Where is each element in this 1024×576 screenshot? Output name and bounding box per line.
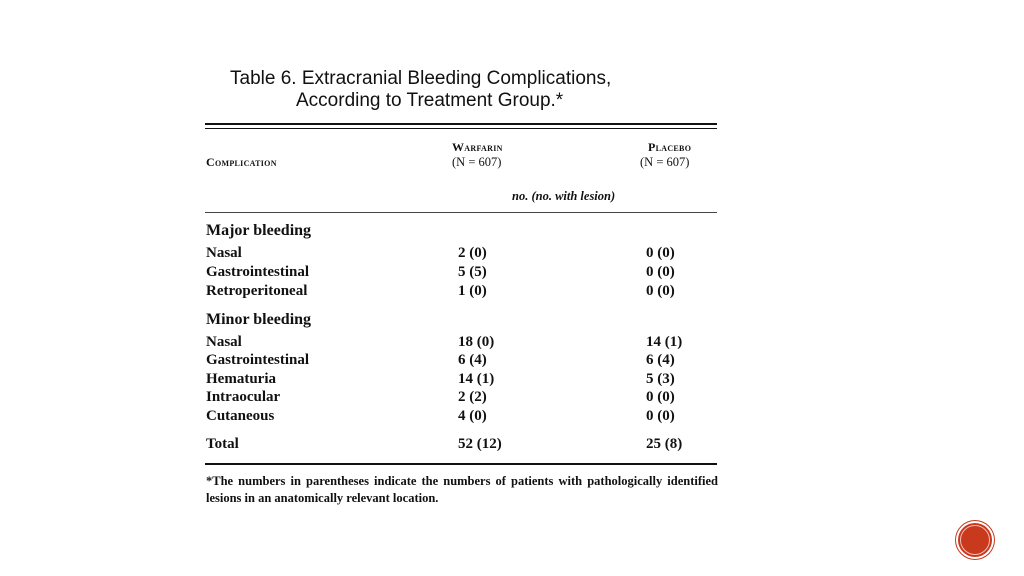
table-title-line-1: Table 6. Extracranial Bleeding Complications, xyxy=(230,68,612,89)
warfarin-value: 14 (1) xyxy=(458,371,495,387)
slide-number-badge xyxy=(956,521,994,559)
warfarin-value: 2 (0) xyxy=(458,245,487,261)
warfarin-value: 2 (2) xyxy=(458,389,487,405)
table-row xyxy=(206,334,716,353)
row-label: Hematuria xyxy=(206,371,276,387)
total-label: Total xyxy=(206,436,239,452)
table-row xyxy=(206,408,716,427)
placebo-column-header: Placebo xyxy=(648,140,692,154)
warfarin-value: 5 (5) xyxy=(458,264,487,280)
units-caption: no. (no. with lesion) xyxy=(512,189,616,203)
row-label: Cutaneous xyxy=(206,408,275,424)
table-row xyxy=(206,264,716,283)
row-label: Gastrointestinal xyxy=(206,352,310,368)
complication-column-header: Complication xyxy=(206,155,277,169)
top-rule-thick xyxy=(205,123,717,125)
row-label: Nasal xyxy=(206,334,242,350)
top-rule-thin xyxy=(205,128,717,129)
table-row xyxy=(206,245,716,264)
minor-bleeding-heading: Minor bleeding xyxy=(206,311,312,328)
table-row xyxy=(206,352,716,371)
total-row xyxy=(206,436,716,455)
row-label: Intraocular xyxy=(206,389,281,405)
major-bleeding-heading: Major bleeding xyxy=(206,222,312,239)
table-footnote: *The numbers in parentheses indicate the numbers of patients with pathologically identified lesions in an anatomically relevant location. xyxy=(206,474,718,505)
table-row xyxy=(206,371,716,390)
placebo-value: 5 (3) xyxy=(646,371,675,387)
table-row xyxy=(206,283,716,302)
warfarin-column-header: Warfarin xyxy=(452,140,503,154)
placebo-total: 25 (8) xyxy=(646,436,683,452)
warfarin-value: 4 (0) xyxy=(458,408,487,424)
header-rule xyxy=(205,212,717,213)
warfarin-value: 6 (4) xyxy=(458,352,487,368)
row-label: Retroperitoneal xyxy=(206,283,308,299)
placebo-value: 0 (0) xyxy=(646,245,675,261)
bottom-rule xyxy=(205,463,717,465)
placebo-value: 0 (0) xyxy=(646,283,675,299)
warfarin-value: 18 (0) xyxy=(458,334,495,350)
warfarin-column-n: (N = 607) xyxy=(452,155,502,169)
placebo-value: 0 (0) xyxy=(646,264,675,280)
row-label: Nasal xyxy=(206,245,242,261)
placebo-value: 14 (1) xyxy=(646,334,683,350)
table-title xyxy=(230,68,700,112)
placebo-column-n: (N = 607) xyxy=(640,155,690,169)
table-row xyxy=(206,389,716,408)
placebo-value: 6 (4) xyxy=(646,352,675,368)
table-title-line-2: According to Treatment Group.* xyxy=(296,90,564,111)
row-label: Gastrointestinal xyxy=(206,264,310,280)
warfarin-value: 1 (0) xyxy=(458,283,487,299)
warfarin-total: 52 (12) xyxy=(458,436,502,452)
placebo-value: 0 (0) xyxy=(646,389,675,405)
placebo-value: 0 (0) xyxy=(646,408,675,424)
badge-ring xyxy=(960,525,990,555)
